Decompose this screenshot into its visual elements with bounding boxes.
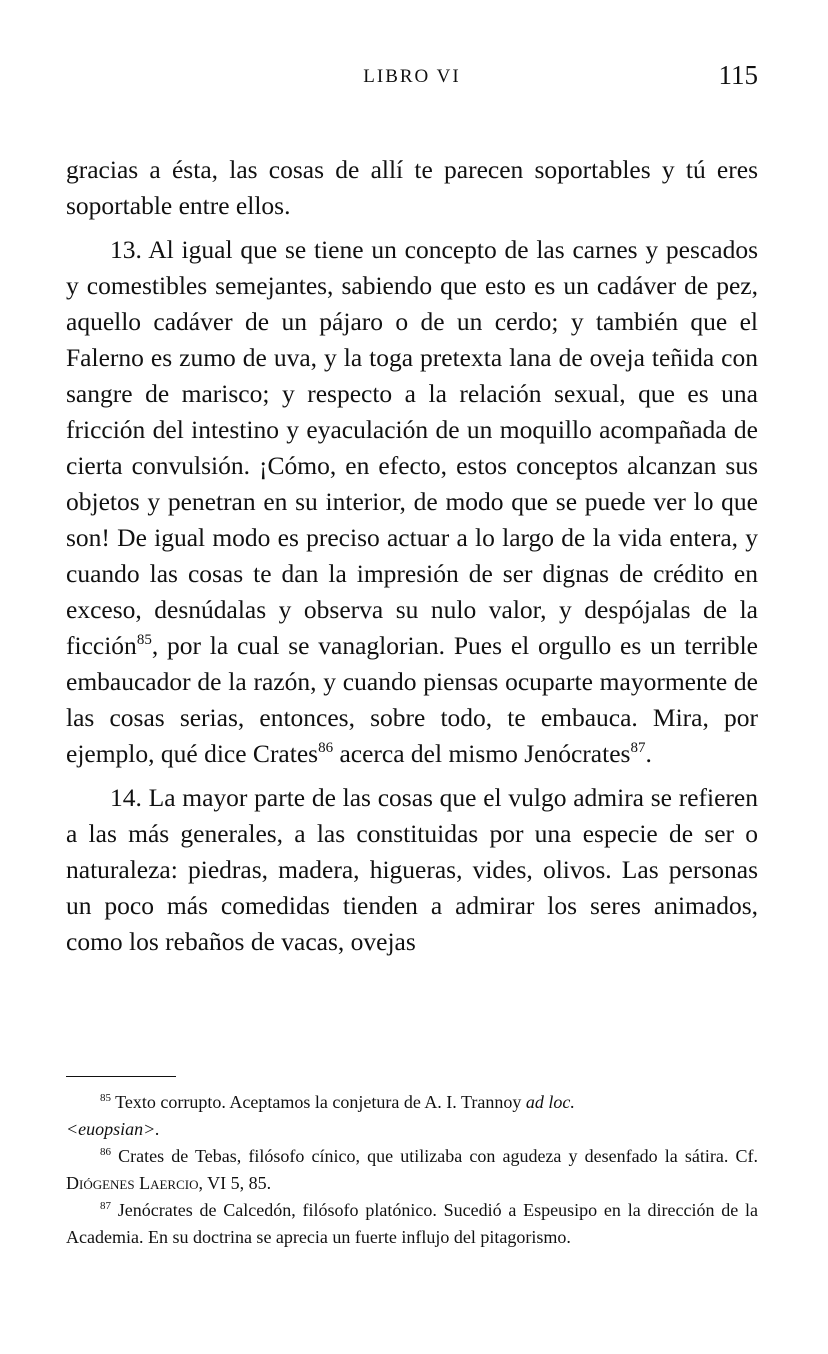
footnote-87-text: Jenócrates de Calcedón, filósofo platónico. Sucedió a Espeusipo en la dirección de la Academia. En su doctrina se aprecia un fuerte influjo del pitagorismo. (66, 1200, 758, 1247)
footnote-86-ref: , VI 5, 85. (198, 1173, 272, 1193)
footnote-85-conjecture: <euopsian>. (66, 1119, 160, 1139)
footnote-mark-85: 85 (100, 1092, 111, 1104)
footnote-85-text: Texto corrupto. Aceptamos la conjetura de A. I. Trannoy (111, 1092, 526, 1112)
footnote-mark-86: 86 (100, 1146, 111, 1158)
main-text (66, 152, 758, 960)
footnotes (66, 1089, 758, 1251)
footnote-ref-85: 85 (136, 632, 152, 648)
footnote-86-author: Diógenes Laercio (66, 1173, 199, 1193)
footnote-separator (66, 1076, 176, 1077)
footnote-ref-87: 87 (630, 740, 646, 756)
footnote-85 (66, 1089, 758, 1143)
footnote-mark-87: 87 (100, 1200, 111, 1212)
paragraph-13-text-1: 13. Al igual que se tiene un concepto de las carnes y pescados y comestibles semejantes, sabiendo que esto es un cadáver de pez, aquello cadáver de un pájaro o de un cerdo; y también que el Falerno es zumo de uva, y la toga pretexta lana de oveja teñida con sangre de marisco; y respecto a la relación sexual, que es una fricción del intestino y eyaculación de un moquillo acompañada de cierta convulsión. ¡Cómo, en efecto, estos conceptos alcanzan sus objetos y penetran en su interior, de modo que se puede ver lo que son! De igual modo es preciso actuar a lo largo de la vida entera, y cuando las cosas te dan la impresión de ser dignas de crédito en exceso, desnúdalas y observa su nulo valor, y despójalas de la ficción (66, 235, 758, 660)
footnote-85-italic: ad loc. (525, 1092, 575, 1112)
paragraph-13-text-3: acerca del mismo Jenócrates (333, 739, 631, 768)
paragraph-continuation: gracias a ésta, las cosas de allí te parecen soportables y tú eres soportable entre ellos. (66, 155, 758, 220)
running-head-title: LIBRO VI (363, 66, 461, 87)
footnote-86-text: Crates de Tebas, filósofo cínico, que utilizaba con agudeza y desenfado la sátira. Cf. (111, 1146, 758, 1166)
paragraph-13 (66, 232, 758, 772)
page-number: 115 (718, 60, 758, 90)
paragraph-13-text-2: , por la cual se vanaglorian. Pues el orgullo es un terrible embaucador de la razón, y cuando piensas ocuparte mayormente de las cosas serias, entonces, sobre todo, te embauca. Mira, por ejemplo, qué dice Crates (66, 631, 758, 768)
paragraph-13-text-4: . (645, 739, 652, 768)
footnote-87 (66, 1197, 758, 1251)
footnote-86 (66, 1143, 758, 1197)
running-head (66, 56, 758, 96)
footnote-ref-86: 86 (318, 740, 334, 756)
paragraph-14: 14. La mayor parte de las cosas que el vulgo admira se refieren a las más generales, a las constituidas por una especie de ser o naturaleza: piedras, madera, higueras, vides, olivos. Las personas un poco más comedidas tienden a admirar los seres animados, como los rebaños de vacas, ovejas (66, 783, 758, 956)
